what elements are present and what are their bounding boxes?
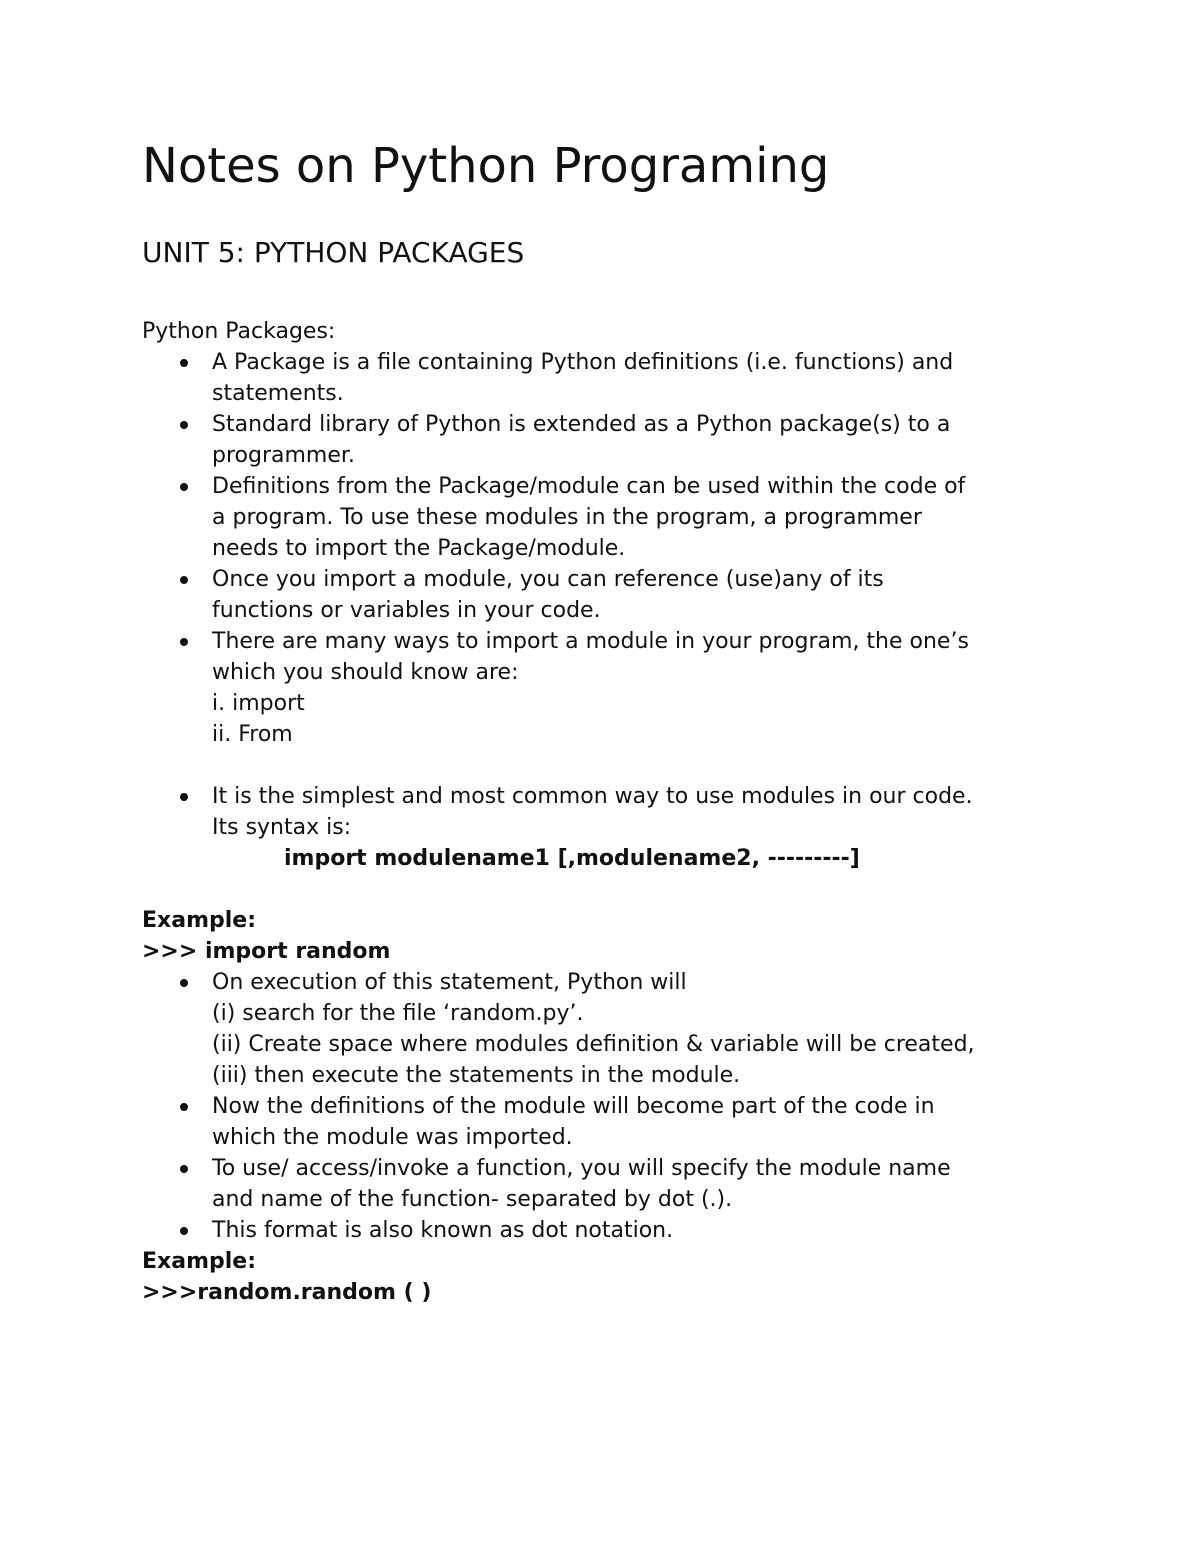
- example-code: >>> import random: [142, 939, 391, 964]
- import-way-from: ii. From: [212, 722, 293, 747]
- bullet-icon: [180, 483, 188, 491]
- example-label: Example:: [142, 908, 256, 933]
- simplest-bullet-list: [142, 781, 1062, 874]
- bullet-icon: [180, 979, 188, 987]
- list-item: A Package is a file containing Python definitions (i.e. functions) and statements.: [142, 347, 1062, 409]
- execution-bullet-list: [142, 967, 1062, 1246]
- list-item: Once you import a module, you can reference (use)any of its functions or variables in your code.: [142, 564, 1062, 626]
- section-label: Python Packages:: [142, 319, 336, 344]
- list-item: Now the definitions of the module will become part of the code in which the module was imported.: [142, 1091, 1062, 1153]
- example-label: Example:: [142, 1249, 256, 1274]
- bullet-icon: [180, 793, 188, 801]
- bullet-icon: [180, 1227, 188, 1235]
- list-item: This format is also known as dot notation.: [142, 1215, 1062, 1246]
- unit-heading: UNIT 5: PYTHON PACKAGES: [142, 236, 525, 269]
- list-item: Standard library of Python is extended as a Python package(s) to a programmer.: [142, 409, 1062, 471]
- import-way-import: i. import: [212, 691, 305, 716]
- bullet-icon: [180, 1103, 188, 1111]
- notes-body: [142, 316, 1062, 1308]
- syntax-line: import modulename1 [,modulename2, ---------]: [284, 846, 860, 871]
- example-code: >>>random.random ( ): [142, 1280, 432, 1305]
- document-title: Notes on Python Programing: [142, 138, 830, 194]
- bullet-icon: [180, 576, 188, 584]
- bullet-icon: [180, 638, 188, 646]
- list-item: It is the simplest and most common way to use modules in our code. Its syntax is: import modulename1 [,modulename2, ---------]: [142, 781, 1062, 874]
- bullet-icon: [180, 1165, 188, 1173]
- list-item: There are many ways to import a module in your program, the one’s which you should know are: i. import ii. From: [142, 626, 1062, 750]
- bullet-icon: [180, 359, 188, 367]
- list-item: On execution of this statement, Python will (i) search for the file ‘random.py’. (ii) Create space where modules definition & variable will be created, (iii) then execute the statements in the module.: [142, 967, 1062, 1091]
- list-item: To use/ access/invoke a function, you will specify the module name and name of the function- separated by dot (.).: [142, 1153, 1062, 1215]
- list-item: Definitions from the Package/module can be used within the code of a program. To use these modules in the program, a programmer needs to import the Package/module.: [142, 471, 1062, 564]
- bullet-icon: [180, 421, 188, 429]
- intro-bullet-list: [142, 347, 1062, 750]
